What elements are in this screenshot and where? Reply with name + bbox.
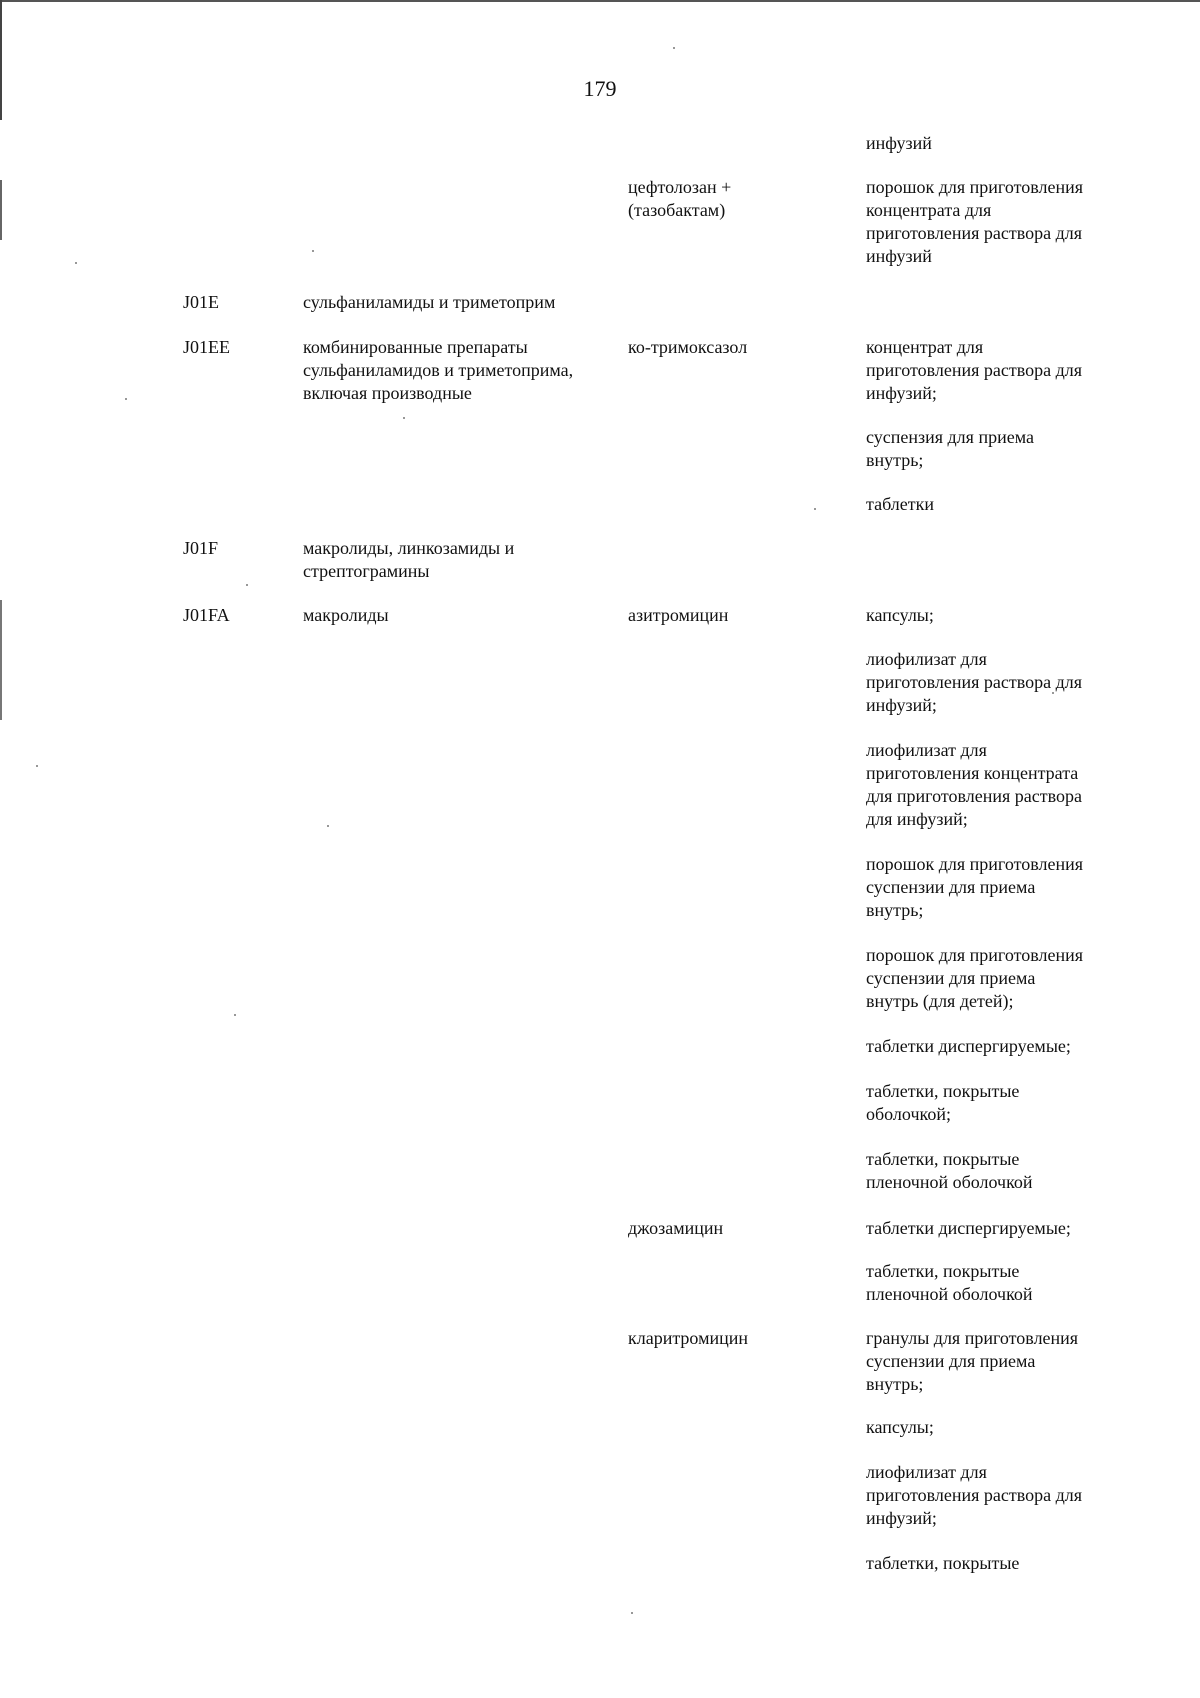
drug-name [628, 1217, 853, 1240]
dosage-form-line: приготовления раствора для [866, 672, 1082, 692]
anatomic-therapeutic-group [303, 291, 623, 314]
dosage-form [866, 176, 1166, 268]
dosage-form-line: внутрь; [866, 900, 924, 920]
dosage-form-line: оболочкой; [866, 1104, 951, 1124]
anatomic-therapeutic-group-line: комбинированные препараты [303, 337, 528, 357]
page-number: 179 [583, 76, 617, 101]
dosage-form [866, 604, 1166, 627]
dosage-form-line: концентрата для [866, 200, 992, 220]
scan-speck [814, 508, 816, 510]
dosage-form [866, 648, 1166, 717]
dosage-form-line: порошок для приготовления [866, 854, 1084, 874]
dosage-form-line: лиофилизат для [866, 1462, 987, 1482]
dosage-form-line: для инфузий; [866, 809, 968, 829]
dosage-form [866, 944, 1166, 1013]
dosage-form-line: инфузий; [866, 1508, 937, 1528]
drug-name-line: кларитромицин [628, 1328, 749, 1348]
drug-name [628, 1327, 853, 1350]
dosage-form-line: лиофилизат для [866, 740, 987, 760]
atc-code: J01E [183, 292, 219, 312]
dosage-form [866, 1080, 1166, 1126]
drug-name-line: джозамицин [628, 1218, 724, 1238]
dosage-form-line: приготовления концентрата [866, 763, 1079, 783]
dosage-form-line: суспензии для приема [866, 968, 1036, 988]
dosage-form-line: суспензия для приема [866, 427, 1034, 447]
dosage-form [866, 426, 1166, 472]
drug-name-line: азитромицин [628, 605, 729, 625]
drug-name-line: (тазобактам) [628, 200, 726, 220]
anatomic-therapeutic-group-line: макролиды, линкозамиды и [303, 538, 515, 558]
anatomic-therapeutic-group-line: макролиды [303, 605, 389, 625]
dosage-form-line: пленочной оболочкой [866, 1284, 1033, 1304]
dosage-form-line: гранулы для приготовления [866, 1328, 1079, 1348]
dosage-form-line: таблетки диспергируемые; [866, 1218, 1071, 1238]
dosage-form-line: приготовления раствора для [866, 1485, 1082, 1505]
dosage-form-line: внутрь; [866, 1374, 924, 1394]
dosage-form-line: таблетки, покрытые [866, 1081, 1020, 1101]
dosage-form-line: приготовления раствора для [866, 360, 1082, 380]
dosage-form-line: внутрь (для детей); [866, 991, 1014, 1011]
scan-edge-top [0, 0, 1200, 2]
drug-name [628, 604, 853, 627]
dosage-form-line: пленочной оболочкой [866, 1172, 1033, 1192]
dosage-form [866, 493, 1166, 516]
dosage-form-line: таблетки, покрытые [866, 1149, 1020, 1169]
dosage-form [866, 1461, 1166, 1530]
dosage-form [866, 132, 1166, 155]
anatomic-therapeutic-group-line: стрептограмины [303, 561, 430, 581]
drug-name-line: ко-тримоксазол [628, 337, 748, 357]
dosage-form-line: таблетки диспергируемые; [866, 1036, 1071, 1056]
dosage-form-line: для приготовления раствора [866, 786, 1082, 806]
scan-speck [312, 250, 314, 252]
dosage-form-line: капсулы; [866, 605, 934, 625]
dosage-form-line: инфузий [866, 246, 932, 266]
dosage-form-line: порошок для приготовления [866, 177, 1084, 197]
anatomic-therapeutic-group [303, 604, 623, 627]
dosage-form-line: инфузий; [866, 695, 937, 715]
drug-name-line: цефтолозан + [628, 177, 732, 197]
dosage-form-line: капсулы; [866, 1417, 934, 1437]
atc-code: J01F [183, 538, 219, 558]
dosage-form [866, 1217, 1166, 1240]
atc-code: J01EE [183, 337, 230, 357]
dosage-form-line: инфузий [866, 133, 932, 153]
dosage-form-line: таблетки, покрытые [866, 1553, 1020, 1573]
dosage-form [866, 1260, 1166, 1306]
dosage-form-line: лиофилизат для [866, 649, 987, 669]
scan-edge-left [0, 600, 2, 720]
scan-edge-left [0, 0, 2, 120]
dosage-form [866, 739, 1166, 831]
dosage-form-line: порошок для приготовления [866, 945, 1084, 965]
dosage-form [866, 336, 1166, 405]
atc-code: J01FA [183, 605, 230, 625]
dosage-form-line: концентрат для [866, 337, 984, 357]
scan-speck [327, 825, 329, 827]
scan-speck [631, 1612, 633, 1614]
dosage-form [866, 853, 1166, 922]
anatomic-therapeutic-group-line: включая производные [303, 383, 472, 403]
anatomic-therapeutic-group [303, 537, 623, 583]
drug-name [628, 336, 853, 359]
scan-speck [75, 262, 77, 264]
anatomic-therapeutic-group-line: сульфаниламидов и триметоприма, [303, 360, 574, 380]
scan-speck [403, 417, 405, 419]
dosage-form [866, 1148, 1166, 1194]
anatomic-therapeutic-group-line: сульфаниламиды и триметоприм [303, 292, 556, 312]
dosage-form [866, 1035, 1166, 1058]
dosage-form-line: инфузий; [866, 383, 937, 403]
dosage-form-line: суспензии для приема [866, 877, 1036, 897]
dosage-form [866, 1416, 1166, 1439]
scan-speck [36, 765, 38, 767]
scan-speck [246, 584, 248, 586]
dosage-form-line: приготовления раствора для [866, 223, 1082, 243]
dosage-form [866, 1327, 1166, 1396]
scan-speck [125, 398, 127, 400]
dosage-form-line: суспензии для приема [866, 1351, 1036, 1371]
scan-speck [673, 47, 675, 49]
dosage-form-line: таблетки [866, 494, 935, 514]
anatomic-therapeutic-group [303, 336, 623, 405]
drug-name [628, 176, 853, 222]
dosage-form-line: таблетки, покрытые [866, 1261, 1020, 1281]
scan-edge-left [0, 180, 2, 240]
dosage-form [866, 1552, 1166, 1575]
scan-speck [234, 1014, 236, 1016]
dosage-form-line: внутрь; [866, 450, 924, 470]
